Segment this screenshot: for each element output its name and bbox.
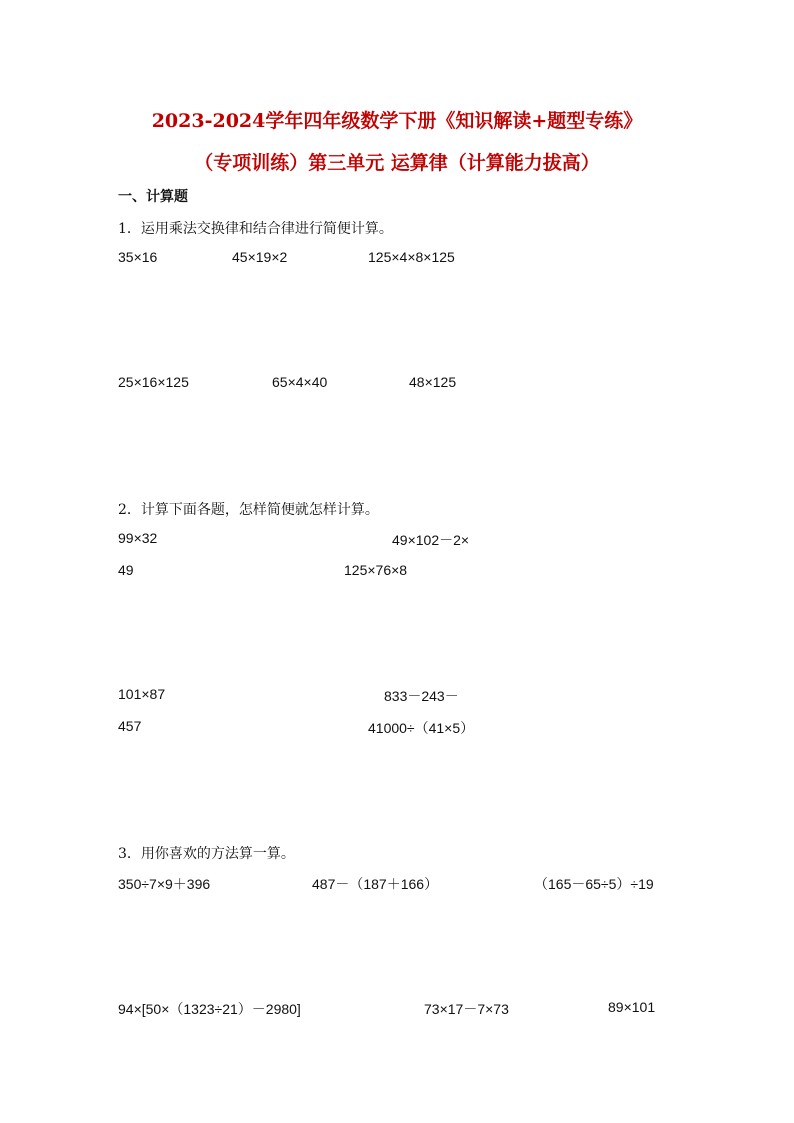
question-3-prompt: 3．用你喜欢的方法算一算。 <box>118 846 295 862</box>
q2-expr-2a: 49×102－2× <box>392 532 470 548</box>
q3-expr-1: 350÷7×9＋396 <box>118 876 211 892</box>
title-line-1: 2023-2024学年四年级数学下册《知识解读+题型专练》 <box>151 110 643 132</box>
q2-expr-2b: 49 <box>118 562 134 578</box>
q2-expr-6: 41000÷（41×5） <box>368 720 475 736</box>
q3-expr-3: （165－65÷5）÷19 <box>534 876 654 892</box>
q1-expr-1: 35×16 <box>118 249 158 265</box>
q3-expr-2: 487－（187＋166） <box>312 876 439 892</box>
q2-expr-4: 101×87 <box>118 686 166 702</box>
q1-expr-5: 65×4×40 <box>272 374 328 390</box>
q2-expr-5a: 833－243－ <box>384 688 459 704</box>
q2-expr-3: 125×76×8 <box>344 562 408 578</box>
q3-expr-5: 73×17－7×73 <box>424 1001 509 1017</box>
q1-expr-3: 125×4×8×125 <box>368 249 455 265</box>
q2-expr-1: 99×32 <box>118 530 158 546</box>
q3-expr-4: 94×[50×（1323÷21）－2980] <box>118 1001 301 1017</box>
title-line-2: （专项训练）第三单元 运算律（计算能力拔高） <box>194 152 600 174</box>
question-2-prompt: 2．计算下面各题，怎样简便就怎样计算。 <box>118 502 379 518</box>
q2-expr-5b: 457 <box>118 718 142 734</box>
q3-expr-6: 89×101 <box>608 999 656 1015</box>
q1-expr-6: 48×125 <box>409 374 457 390</box>
section-heading: 一、计算题 <box>118 189 188 205</box>
q1-expr-2: 45×19×2 <box>232 249 288 265</box>
q1-expr-4: 25×16×125 <box>118 374 189 390</box>
question-1-prompt: 1．运用乘法交换律和结合律进行简便计算。 <box>118 221 393 237</box>
